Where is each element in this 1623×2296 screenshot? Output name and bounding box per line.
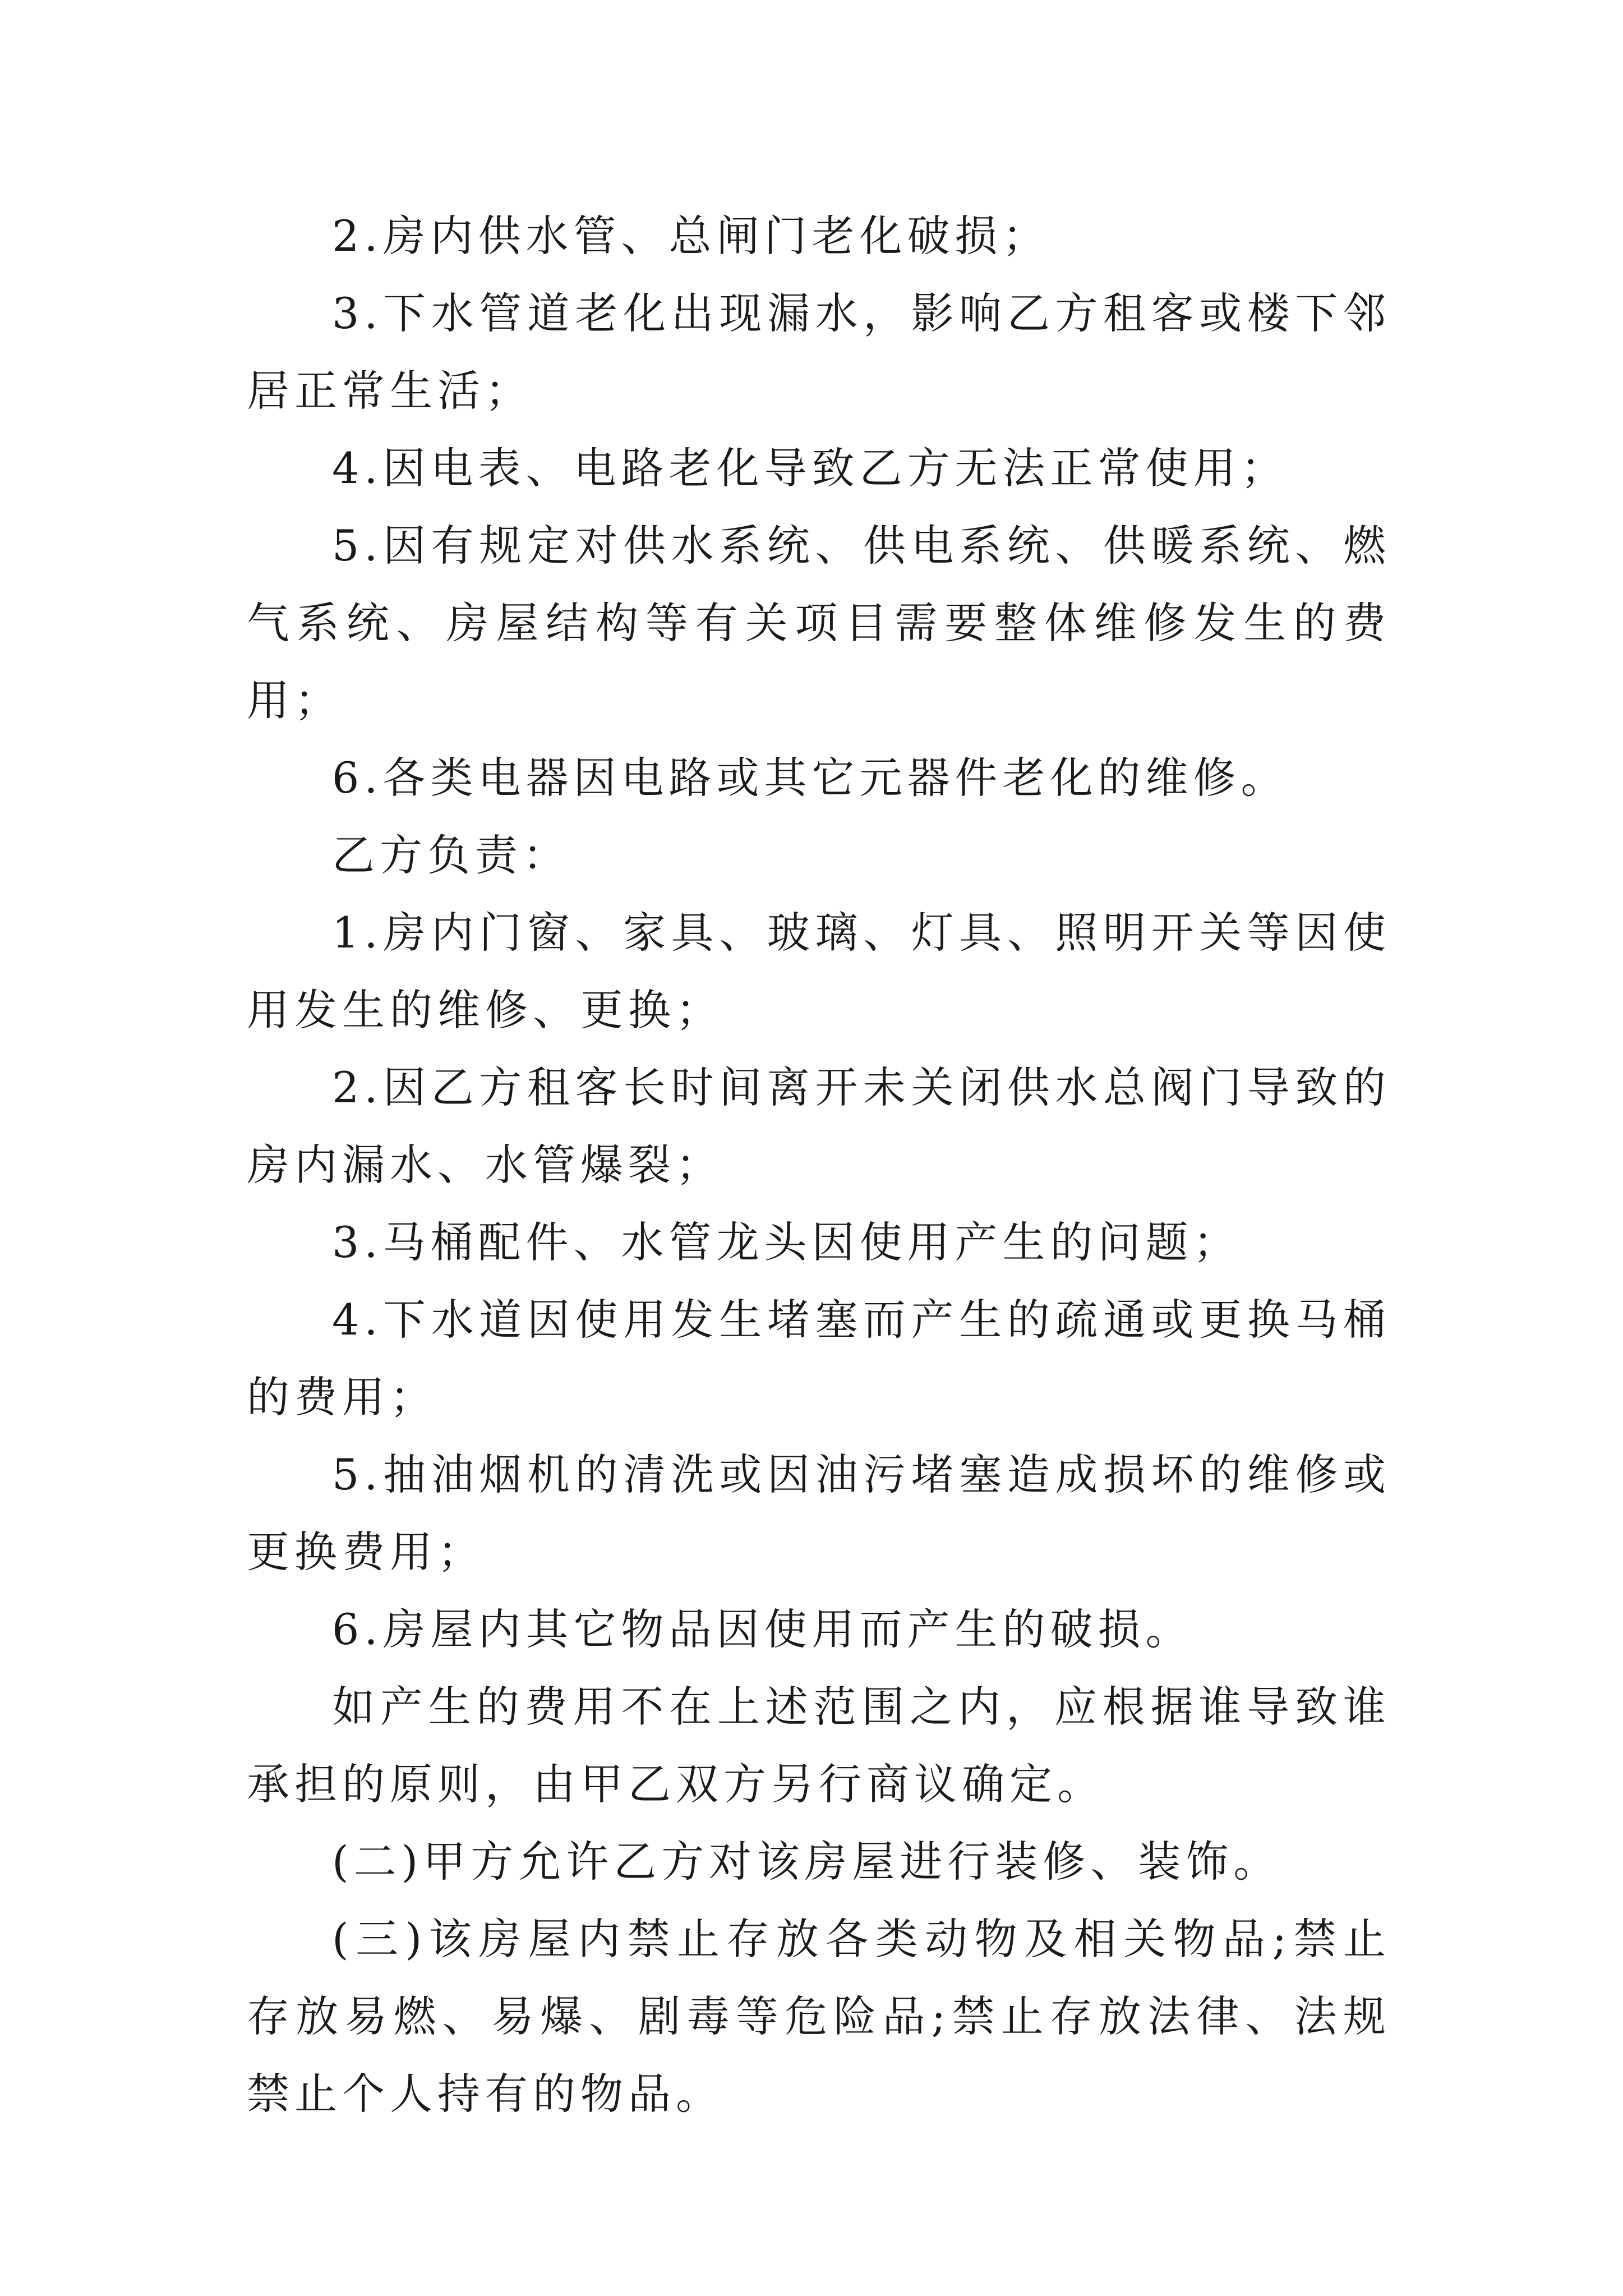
paragraph-landlord-item-4: 4.因电表、电路老化导致乙方无法正常使用； [332, 443, 1289, 493]
paragraph-landlord-item-2: 2.房内供水管、总闸门老化破损； [332, 211, 1050, 261]
paragraph-landlord-item-6: 6.各类电器因电路或其它元器件老化的维修。 [332, 753, 1289, 803]
paragraph-landlord-item-5: 5.因有规定对供水系统、供电系统、供暖系统、燃气系统、房屋结构等有关项目需要整体维修发生的费用； [247, 521, 1391, 725]
paragraph-tenant-item-1: 1.房内门窗、家具、玻璃、灯具、照明开关等因使用发生的维修、更换； [247, 908, 1391, 1035]
paragraph-clause-2: (二)甲方允许乙方对该房屋进行装修、装饰。 [332, 1837, 1281, 1887]
paragraph-clause-3: (三)该房屋内禁止存放各类动物及相关物品;禁止存放易燃、易爆、剧毒等危险品;禁止存放法律、法规禁止个人持有的物品。 [247, 1914, 1391, 2119]
paragraph-other-costs: 如产生的费用不在上述范围之内，应根据谁导致谁承担的原则，由甲乙双方另行商议确定。 [247, 1682, 1391, 1809]
paragraph-tenant-item-3: 3.马桶配件、水管龙头因使用产生的问题； [332, 1217, 1241, 1267]
paragraph-tenant-heading: 乙方负责： [332, 830, 570, 880]
paragraph-tenant-item-4: 4.下水道因使用发生堵塞而产生的疏通或更换马桶的费用； [247, 1295, 1391, 1422]
paragraph-tenant-item-5: 5.抽油烟机的清洗或因油污堵塞造成损坏的维修或更换费用； [247, 1450, 1391, 1577]
paragraph-landlord-item-3: 3.下水管道老化出现漏水，影响乙方租客或楼下邻居正常生活； [247, 288, 1391, 416]
paragraph-tenant-item-6: 6.房屋内其它物品因使用而产生的破损。 [332, 1604, 1193, 1654]
paragraph-tenant-item-2: 2.因乙方租客长时间离开未关闭供水总阀门导致的房内漏水、水管爆裂； [247, 1062, 1391, 1190]
document-body [247, 197, 1391, 2133]
